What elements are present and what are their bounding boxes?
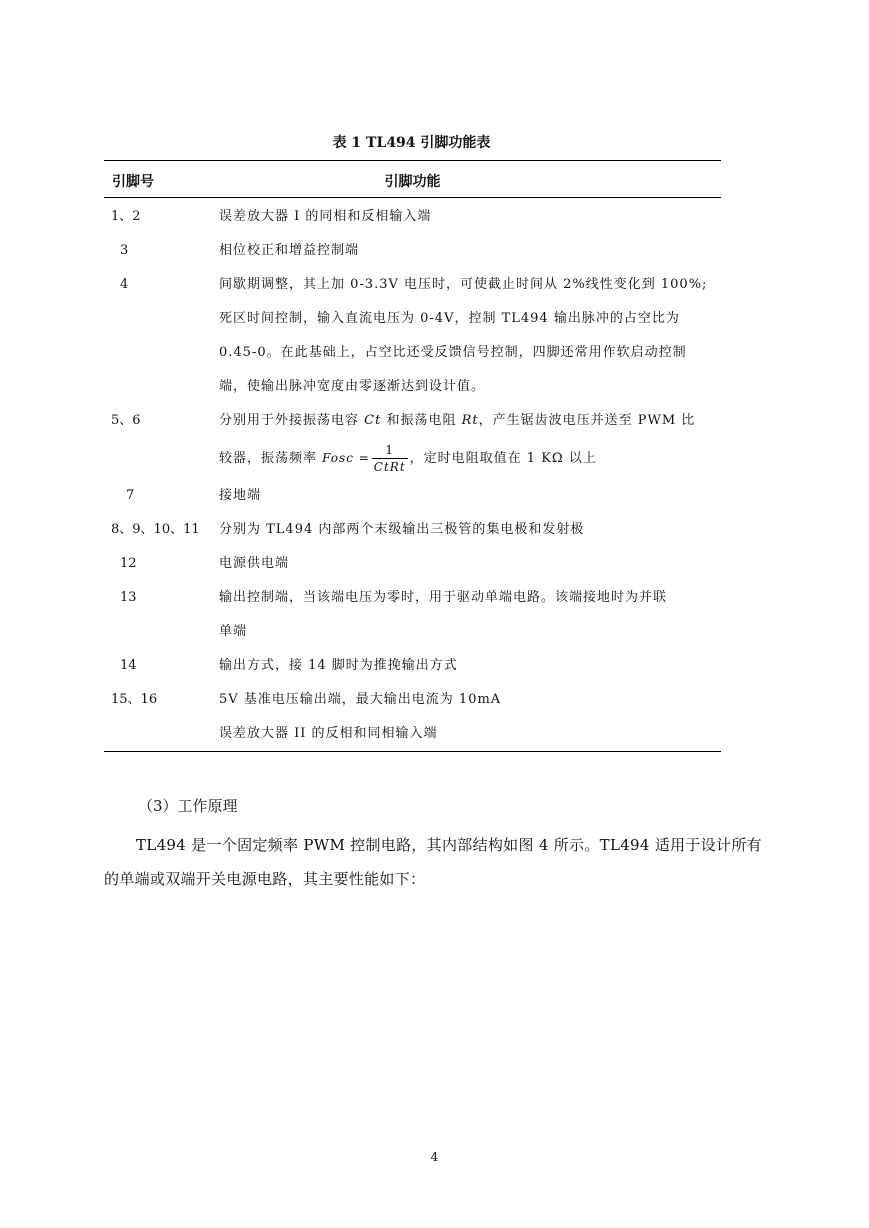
pin-number: 13	[120, 590, 137, 605]
pin-function-table	[104, 160, 721, 752]
pin-number: 1、2	[111, 209, 141, 224]
pin-function: 接地端	[219, 488, 262, 503]
pin-function: 相位校正和增益控制端	[219, 243, 360, 258]
table-row	[104, 649, 721, 683]
pin-number: 3	[120, 243, 129, 258]
pin-number: 8、9、10、11	[111, 522, 200, 537]
section-heading: （3）工作原理	[138, 797, 238, 815]
pin-number: 15、16	[111, 692, 158, 707]
table-row	[104, 513, 721, 547]
table-row	[104, 200, 721, 234]
pin-number: 12	[120, 556, 137, 571]
pin-function: 间歇期调整，其上加 0-3.3V 电压时，可使截止时间从 2%线性变化到 100%; 死区时间控制，输入直流电压为 0-4V，控制 TL494 输出脉冲的占空比为 0.45-0。在此基础上，占空比还受反馈信号控制，四脚还常用作软启动控制 端，使输出脉冲宽度由零逐渐达到设计值。	[219, 277, 708, 394]
table-row	[104, 268, 721, 404]
pin-function: 分别为 TL494 内部两个末级输出三极管的集电极和发射极	[219, 522, 585, 537]
pin-number: 5、6	[111, 413, 141, 428]
pin-number: 4	[120, 277, 129, 292]
table-row	[104, 479, 721, 513]
formula-fraction: $\frac{1}{\text{CtRt}}$	[373, 443, 406, 474]
page-number: 4	[430, 1150, 439, 1164]
pin-number: 14	[120, 658, 137, 673]
table-header	[104, 161, 721, 198]
body-paragraph: TL494 是一个固定频率 PWM 控制电路，其内部结构如图 4 所示。TL494 适用于设计所有的单端或双端开关电源电路，其主要性能如下：	[104, 836, 762, 888]
table-row	[104, 234, 721, 268]
table-row	[104, 547, 721, 581]
header-pin-function: 引脚功能	[384, 174, 441, 190]
pin-function: 5V 基准电压输出端，最大输出电流为 10mA 误差放大器 II 的反相和同相输入端	[219, 692, 502, 741]
formula-fosc: Fosc =	[322, 451, 370, 465]
pin-function: 分别用于外接振荡电容 Ct 和振荡电阻 Rt，产生锯齿波电压并送至 PWM 比 较器，振荡频率 Fosc = $\frac{1}{\text{CtRt}}$ ，定时电阻取值在 1 KΩ 以上	[219, 413, 696, 474]
pin-function: 电源供电端	[219, 556, 290, 571]
table-row	[104, 581, 721, 649]
pin-number: 7	[126, 488, 135, 503]
table-row	[104, 404, 721, 479]
table-row	[104, 683, 721, 751]
pin-function: 输出方式，接 14 脚时为推挽输出方式	[219, 658, 458, 673]
header-pin-number: 引脚号	[112, 174, 154, 190]
table-caption: 表 1 TL494 引脚功能表	[332, 135, 491, 151]
pin-function: 误差放大器 I 的同相和反相输入端	[219, 209, 432, 224]
pin-function: 输出控制端，当该端电压为零时，用于驱动单端电路。该端接地时为并联 单端	[219, 590, 668, 639]
